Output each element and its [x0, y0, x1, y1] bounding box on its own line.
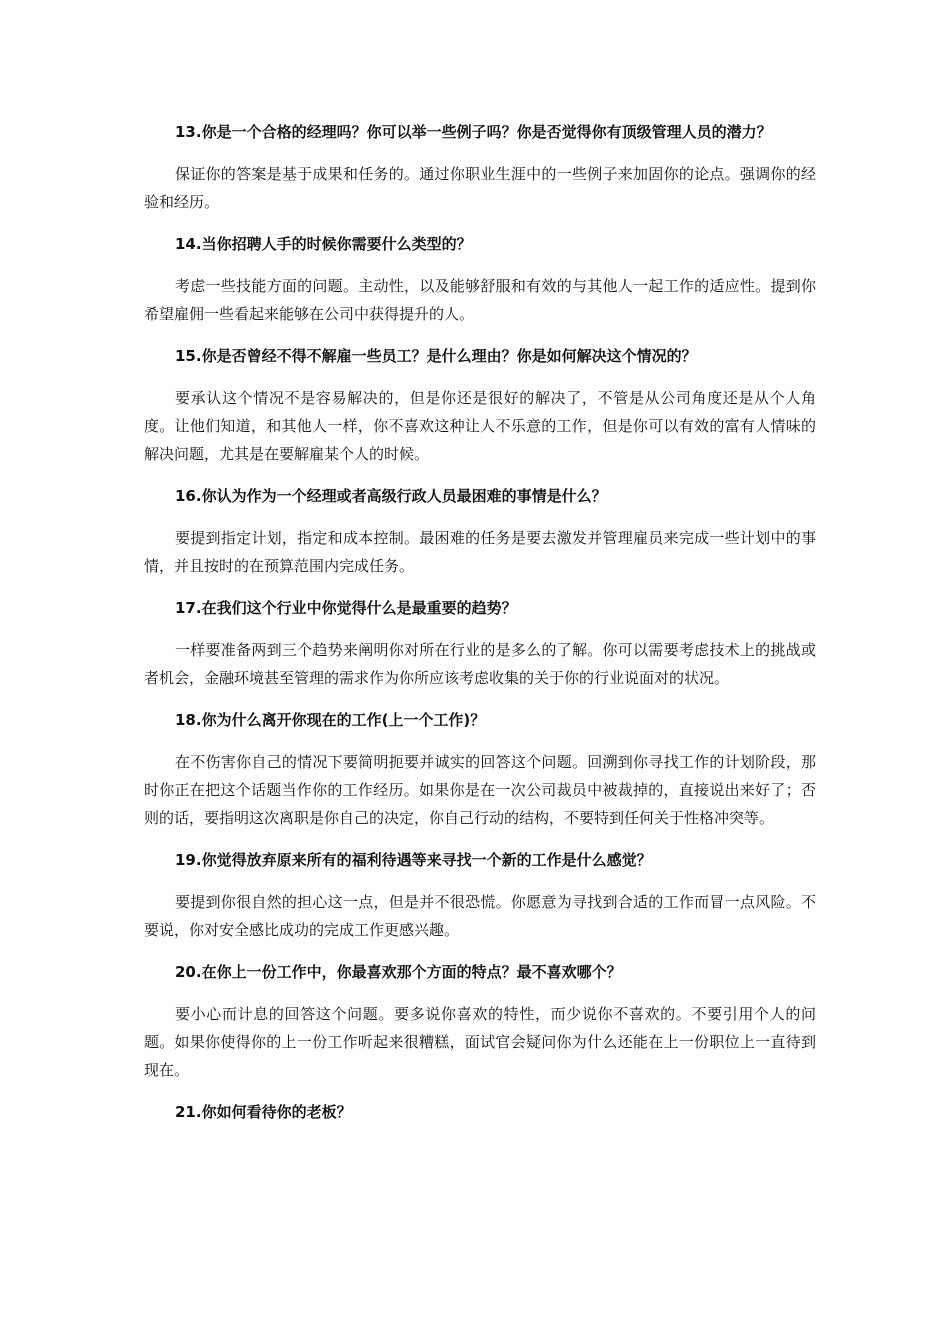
question-19: 19.你觉得放弃原来所有的福利待遇等来寻找一个新的工作是什么感觉？	[175, 851, 652, 869]
qa-item-17	[144, 594, 816, 692]
answer-13: 保证你的答案是基于成果和任务的。通过你职业生涯中的一些例子来加固你的论点。强调你的经验和经历。	[144, 165, 816, 211]
qa-item-20	[144, 958, 816, 1084]
question-14: 14.当你招聘人手的时候你需要什么类型的？	[175, 235, 472, 253]
question-13: 13.你是一个合格的经理吗？你可以举一些例子吗？你是否觉得你有顶级管理人员的潜力？	[175, 123, 772, 141]
qa-item-16	[144, 482, 816, 580]
qa-item-21	[144, 1098, 816, 1126]
qa-item-13	[144, 118, 816, 216]
qa-item-18	[144, 706, 816, 832]
question-16: 16.你认为作为一个经理或者高级行政人员最困难的事情是什么？	[175, 487, 607, 505]
question-17: 17.在我们这个行业中你觉得什么是最重要的趋势？	[175, 599, 517, 617]
answer-20: 要小心而计息的回答这个问题。要多说你喜欢的特性，而少说你不喜欢的。不要引用个人的问题。如果你使得你的上一份工作听起来很糟糕，面试官会疑问你为什么还能在上一份职位上一直待到现在。	[144, 1005, 816, 1079]
question-15: 15.你是否曾经不得不解雇一些员工？是什么理由？你是如何解决这个情况的？	[175, 347, 697, 365]
answer-18: 在不伤害你自己的情况下要简明扼要并诚实的回答这个问题。回溯到你寻找工作的计划阶段，那时你正在把这个话题当作你的工作经历。如果你是在一次公司裁员中被裁掉的，直接说出来好了；否则的话，要指明这次离职是你自己的决定，你自己行动的结构，不要特到任何关于性格冲突等。	[144, 753, 816, 827]
qa-item-19	[144, 846, 816, 944]
answer-17: 一样要准备两到三个趋势来阐明你对所在行业的是多么的了解。你可以需要考虑技术上的挑战或者机会，金融环境甚至管理的需求作为你所应该考虑收集的关于你的行业说面对的状况。	[144, 641, 816, 687]
question-21: 21.你如何看待你的老板？	[175, 1103, 352, 1121]
answer-19: 要提到你很自然的担心这一点，但是并不很恐慌。你愿意为寻找到合适的工作而冒一点风险。不要说，你对安全感比成功的完成工作更感兴趣。	[144, 893, 816, 939]
answer-14: 考虑一些技能方面的问题。主动性，以及能够舒服和有效的与其他人一起工作的适应性。提到你希望雇佣一些看起来能够在公司中获得提升的人。	[144, 277, 816, 323]
qa-item-14	[144, 230, 816, 328]
question-18: 18.你为什么离开你现在的工作(上一个工作)？	[175, 711, 486, 729]
answer-16: 要提到指定计划，指定和成本控制。最困难的任务是要去激发并管理雇员来完成一些计划中的事情，并且按时的在预算范围内完成任务。	[144, 529, 816, 575]
question-20: 20.在你上一份工作中，你最喜欢那个方面的特点？最不喜欢哪个？	[175, 963, 622, 981]
qa-item-15	[144, 342, 816, 468]
answer-15: 要承认这个情况不是容易解决的，但是你还是很好的解决了，不管是从公司角度还是从个人角度。让他们知道，和其他人一样，你不喜欢这种让人不乐意的工作，但是你可以有效的富有人情味的解决问题，尤其是在要解雇某个人的时候。	[144, 389, 816, 463]
document-page	[144, 118, 816, 1140]
